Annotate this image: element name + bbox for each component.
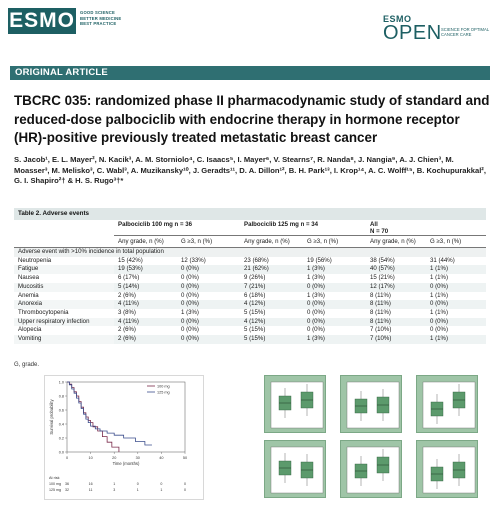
table-row (14, 300, 486, 309)
table-row (14, 326, 486, 335)
row-cell: 5 (14%) (114, 283, 177, 292)
table-row (14, 274, 486, 283)
atrisk-row-label: 125 mg (49, 488, 61, 492)
esmo-tagline: GOOD SCIENCE BETTER MEDICINE BEST PRACTICE (80, 10, 122, 26)
atrisk-value: 3 (113, 488, 116, 492)
km-curve-125mg (67, 382, 152, 445)
row-cell: 4 (11%) (114, 318, 177, 327)
x-tick-label: 20 (112, 456, 117, 460)
article-type-bar (10, 66, 490, 80)
table-row (14, 265, 486, 274)
row-cell: 7 (10%) (366, 335, 426, 344)
esmo-logo[interactable]: ESMO (9, 9, 75, 32)
article-title: TBCRC 035: randomized phase II pharmacodynamic study of standard and reduced-dose palbociclib with endocrine therapy in hormone receptor (HR)-positive previously treated metastatic breast cancer (14, 93, 490, 145)
row-cell: 4 (12%) (240, 300, 303, 309)
row-event-label: Neutropenia (18, 256, 52, 264)
atrisk-value: 32 (65, 488, 69, 492)
row-cell: 4 (11%) (114, 300, 177, 309)
table-caption: Table 2. Adverse events (14, 208, 486, 220)
km-ylabel: Survival probability (49, 399, 54, 435)
km-curve-100mg (67, 382, 119, 452)
row-cell: 19 (53%) (114, 265, 177, 274)
atrisk-value: 1 (160, 488, 163, 492)
boxplot-area (271, 382, 323, 428)
row-event-label: Thrombocytopenia (18, 308, 69, 316)
group-header-125mg: Palbociclib 125 mg n = 34 (240, 220, 366, 236)
row-event-label: Upper respiratory infection (14, 318, 114, 327)
boxplot-area (423, 447, 475, 493)
atrisk-row-label: 100 mg (49, 482, 61, 486)
y-tick-label: 0.4 (58, 422, 64, 427)
atrisk-value: 1 (113, 482, 116, 486)
row-cell: 1 (1%) (430, 274, 448, 282)
atrisk-value: 0 (184, 482, 186, 486)
legend-label-125mg: 125 mg (157, 390, 170, 395)
row-cell: 7 (21%) (240, 283, 303, 292)
journal-header (0, 0, 500, 62)
km-plot (45, 376, 205, 501)
boxplot-panel-3[interactable] (416, 375, 478, 433)
row-cell: 0 (0%) (426, 318, 486, 327)
row-cell: 2 (6%) (114, 335, 177, 344)
row-cell: 0 (0%) (181, 291, 199, 299)
row-cell: 0 (0%) (303, 300, 366, 309)
row-cell: 2 (6%) (118, 326, 136, 334)
row-cell: 5 (15%) (240, 335, 303, 344)
row-cell: 6 (18%) (244, 291, 266, 299)
table-body (14, 220, 486, 344)
group-header-all: All N = 70 (366, 220, 486, 236)
author-list: S. Jacob¹, E. L. Mayer², N. Kacik³, A. M. Storniolo⁴, C. Isaacs⁵, I. Mayer⁶, V. Stearns⁷, R. Nanda⁸, J. Nangia⁹, A. J. Chien³, M. Moasser³, M. Melisko³, C. Wabl³, A. Muzikansky¹⁰, J. Geradts¹¹, D. A. Dillon¹², B. H. Park¹³, I. Krop¹⁴, A. C. Wolff¹⁵, B. Kochupurakkal², G. I. Shapiro²† & H. S. Rugo³†* (14, 155, 486, 186)
boxplot-panel-2[interactable] (340, 375, 402, 433)
row-cell: 4 (12%) (240, 318, 303, 327)
subheader: Any grade, n (%) (114, 236, 177, 248)
x-tick-label: 30 (135, 456, 140, 460)
row-cell: 0 (0%) (177, 300, 240, 309)
row-event-label: Vomiting (14, 335, 114, 344)
y-tick-label: 0.0 (58, 450, 64, 455)
km-xlabel: Time (months) (112, 461, 140, 466)
row-cell: 1 (3%) (307, 274, 325, 282)
row-cell: 0 (0%) (177, 318, 240, 327)
row-cell: 7 (10%) (370, 326, 392, 334)
y-tick-label: 0.6 (58, 408, 64, 413)
row-cell: 5 (15%) (244, 326, 266, 334)
subheader: G ≥3, n (%) (426, 236, 486, 248)
article-type-label: ORIGINAL ARTICLE (15, 67, 108, 78)
row-event-label: Nausea (18, 274, 40, 282)
row-cell: 0 (0%) (177, 265, 240, 274)
table-section-label: Adverse event with >10% incidence in total population (14, 248, 486, 257)
row-cell: 1 (3%) (307, 291, 325, 299)
boxplot-panel-6[interactable] (416, 440, 478, 498)
row-cell: 40 (57%) (366, 265, 426, 274)
row-cell: 0 (0%) (307, 326, 325, 334)
boxplot-panel-4[interactable] (264, 440, 326, 498)
row-cell: 19 (56%) (307, 256, 332, 264)
row-cell: 21 (62%) (240, 265, 303, 274)
y-tick-label: 1.0 (58, 380, 64, 385)
row-cell: 23 (68%) (244, 256, 269, 264)
adverse-events-table (14, 208, 486, 360)
table-footnote: G, grade. (14, 362, 40, 368)
row-cell: 15 (42%) (118, 256, 143, 264)
row-cell: 0 (0%) (177, 335, 240, 344)
row-cell: 8 (11%) (366, 318, 426, 327)
row-cell: 3 (8%) (118, 308, 136, 316)
table-row (14, 257, 486, 266)
row-cell: 0 (0%) (181, 326, 199, 334)
row-cell: 1 (3%) (303, 335, 366, 344)
row-cell: 0 (0%) (426, 283, 486, 292)
row-cell: 0 (0%) (307, 308, 325, 316)
row-cell: 0 (0%) (430, 326, 448, 334)
table-row (14, 318, 486, 327)
atrisk-value: 0 (184, 488, 186, 492)
atrisk-value: 36 (65, 482, 69, 486)
atrisk-value: 16 (88, 482, 93, 486)
row-event-label: Alopecia (18, 326, 42, 334)
x-tick-label: 40 (159, 456, 164, 460)
table-row (14, 283, 486, 292)
row-event-label: Anorexia (14, 300, 114, 309)
atrisk-label: At risk (49, 476, 60, 480)
subheader: G ≥3, n (%) (303, 236, 366, 248)
row-cell: 1 (1%) (430, 308, 448, 316)
row-cell: 6 (17%) (118, 274, 140, 282)
table-row (14, 309, 486, 318)
row-cell: 0 (0%) (303, 283, 366, 292)
row-cell: 0 (0%) (303, 318, 366, 327)
row-cell: 0 (0%) (177, 283, 240, 292)
x-tick-label: 0 (65, 456, 69, 460)
x-tick-label: 10 (88, 456, 93, 460)
row-cell: 9 (26%) (244, 274, 266, 282)
row-cell: 1 (1%) (426, 335, 486, 344)
boxplot-area (347, 382, 399, 428)
y-tick-label: 0.2 (58, 436, 64, 441)
row-cell: 1 (3%) (181, 308, 199, 316)
row-cell: 0 (0%) (181, 274, 199, 282)
atrisk-value: 1 (136, 488, 139, 492)
km-figure[interactable] (44, 375, 204, 500)
row-cell: 2 (6%) (118, 291, 136, 299)
esmo-open-logo[interactable]: ESMO OPEN SCIENCE FOR OPTIMAL CANCER CARE (383, 14, 490, 44)
subheader: Any grade, n (%) (366, 236, 426, 248)
atrisk-value: 0 (160, 482, 163, 486)
subheader: G ≥3, n (%) (177, 236, 240, 248)
boxplot-area (423, 382, 475, 428)
atrisk-value: 11 (88, 488, 93, 492)
row-cell: 0 (0%) (426, 300, 486, 309)
row-cell: 31 (44%) (430, 256, 455, 264)
row-cell: 5 (15%) (244, 308, 266, 316)
y-tick-label: 0.8 (58, 394, 64, 399)
boxplot-area (347, 447, 399, 493)
boxplot-panel-1[interactable] (264, 375, 326, 433)
row-cell: 12 (33%) (181, 256, 206, 264)
row-cell: 12 (17%) (366, 283, 426, 292)
row-cell: 38 (54%) (370, 256, 395, 264)
subheader: Any grade, n (%) (240, 236, 303, 248)
legend-label-100mg: 100 mg (157, 384, 170, 389)
row-cell: 1 (1%) (430, 291, 448, 299)
row-cell: 8 (11%) (366, 300, 426, 309)
row-cell: 8 (11%) (370, 291, 391, 299)
row-cell: 15 (21%) (370, 274, 395, 282)
table-row (14, 335, 486, 344)
boxplot-area (271, 447, 323, 493)
row-event-label: Mucositis (14, 283, 114, 292)
row-cell: 1 (3%) (303, 265, 366, 274)
row-cell: 1 (1%) (426, 265, 486, 274)
atrisk-value: 0 (136, 482, 139, 486)
row-event-label: Anemia (18, 291, 39, 299)
row-cell: 8 (11%) (370, 308, 391, 316)
boxplot-panel-5[interactable] (340, 440, 402, 498)
group-header-100mg: Palbociclib 100 mg n = 36 (114, 220, 240, 236)
row-event-label: Fatigue (14, 265, 114, 274)
table-row (14, 292, 486, 301)
x-tick-label: 50 (182, 456, 188, 460)
